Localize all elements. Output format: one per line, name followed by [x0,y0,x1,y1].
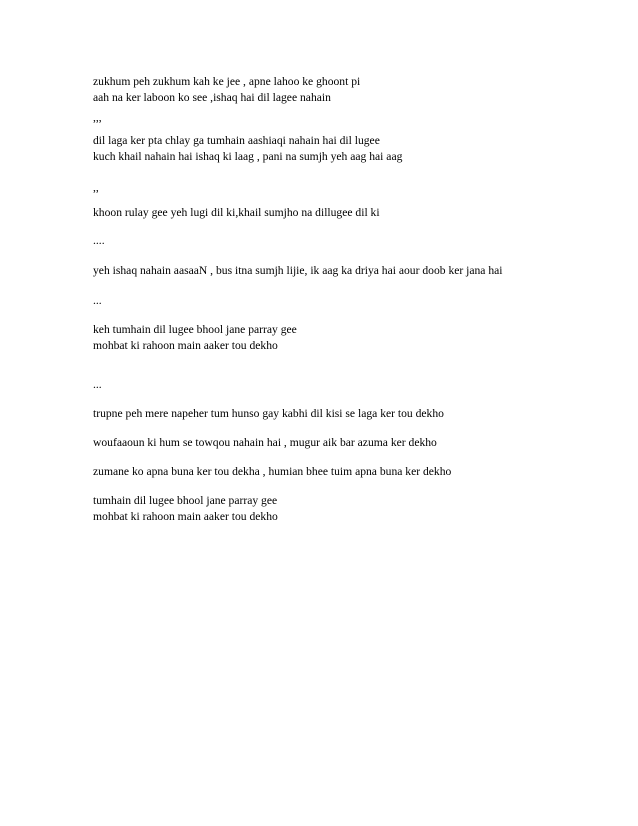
separator-mark: ,, [93,181,99,194]
separator-mark: ,,, [93,111,102,124]
stanza-4 [93,263,613,279]
poem-line: woufaaoun ki hum se towqou nahain hai , mugur aik bar azuma ker dekho [93,436,437,449]
stanza-8 [93,464,613,480]
poem-line: kuch khail nahain hai ishaq ki laag , pani na sumjh yeh aag hai aag [93,150,403,163]
stanza-9 [93,493,613,525]
stanza-1 [93,74,613,106]
separator-mark: ... [93,294,102,307]
separator-mark: ... [93,378,102,391]
poem-line: mohbat ki rahoon main aaker tou dekho [93,339,278,352]
separator-3 [93,233,613,249]
poem-line: zumane ko apna buna ker tou dekha , humian bhee tuim apna buna ker dekho [93,465,452,478]
stanza-5 [93,322,613,354]
separator-4 [93,293,613,309]
separator-1 [93,110,613,126]
poem-line: aah na ker laboon ko see ,ishaq hai dil lagee nahain [93,91,331,104]
stanza-3 [93,205,613,221]
poem-line: mohbat ki rahoon main aaker tou dekho [93,510,278,523]
poem-line: trupne peh mere napeher tum hunso gay kabhi dil kisi se laga ker tou dekho [93,407,444,420]
separator-mark: .... [93,234,105,247]
poem-line: khoon rulay gee yeh lugi dil ki,khail sumjho na dillugee dil ki [93,206,380,219]
stanza-2 [93,133,613,165]
stanza-7 [93,435,613,451]
poem-line: yeh ishaq nahain aasaaN , bus itna sumjh lijie, ik aag ka driya hai aour doob ker jana hai [93,264,503,277]
separator-2 [93,180,613,196]
poem-line: keh tumhain dil lugee bhool jane parray gee [93,323,297,336]
poem-line: dil laga ker pta chlay ga tumhain aashiaqi nahain hai dil lugee [93,134,380,147]
separator-5 [93,377,613,393]
stanza-6 [93,406,613,422]
poem-line: tumhain dil lugee bhool jane parray gee [93,494,278,507]
poem-line: zukhum peh zukhum kah ke jee , apne lahoo ke ghoont pi [93,75,361,88]
